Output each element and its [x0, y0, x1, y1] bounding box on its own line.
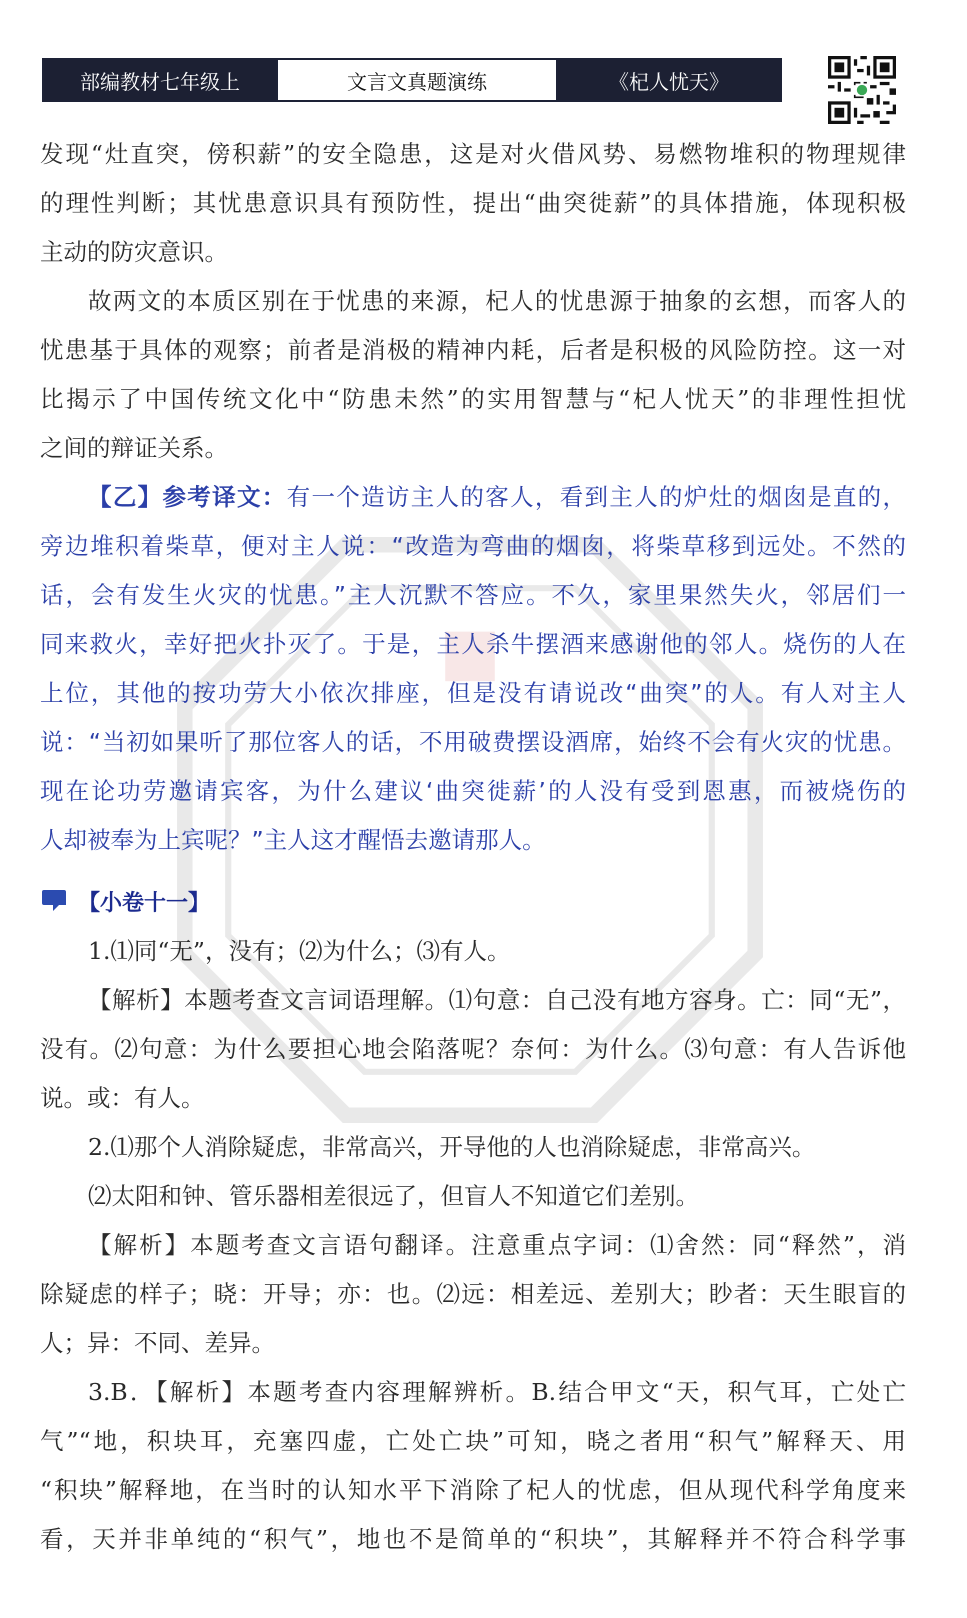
text-line: 忧患基于具体的观察；前者是消极的精神内耗，后者是积极的风险防控。这一对 [40, 336, 906, 364]
answer-line: 说。或：有人。 [40, 1084, 205, 1112]
answer-line: ⑵太阳和钟、管乐器相差很远了，但盲人不知道它们差别。 [88, 1182, 699, 1210]
section-heading [40, 875, 906, 927]
section-title: 【小卷十一】 [78, 890, 211, 916]
text-line: 同来救火，幸好把火扑灭了。于是，主人杀牛摆酒来感谢他的邻人。烧伤的人在 [40, 630, 906, 658]
text-line: 话，会有发生火灾的忧患。”主人沉默不答应。不久，家里果然失火，邻居们一 [40, 581, 906, 609]
answer-line: 看，天并非单纯的“积气”，地也不是简单的“积块”，其解释并不符合科学事 [40, 1525, 906, 1553]
text-line: 说：“当初如果听了那位客人的话，不用破费摆设酒席，始终不会有火灾的忧患。 [40, 728, 906, 756]
text-line: 故两文的本质区别在于忧患的来源，杞人的忧患源于抽象的玄想，而客人的 [88, 287, 906, 315]
answer-line: 【解析】本题考查文言词语理解。⑴句意：自己没有地方容身。亡：同“无”， [88, 986, 906, 1014]
answer-line: 气”“地，积块耳，充塞四虚，亡处亡块”可知，晓之者用“积气”解释天、用 [40, 1427, 906, 1455]
answer-line: 2.⑴那个人消除疑虑，非常高兴，开导他的人也消除疑虑，非常高兴。 [88, 1133, 816, 1161]
page-header [42, 58, 782, 102]
answer-line: 除疑虑的样子；晓：开导；亦：也。⑵远：相差远、差别大；眇者：天生眼盲的 [40, 1280, 906, 1308]
qr-code-icon [828, 56, 896, 124]
translation-first-line: 有一个造访主人的客人，看到主人的炉灶的烟囱是直的， [286, 483, 906, 511]
translation-paragraph [40, 473, 906, 865]
bookmark-flag-icon [40, 889, 72, 913]
text-line: 旁边堆积着柴草，便对主人说：“改造为弯曲的烟囱，将柴草移到远处。不然的 [40, 532, 906, 560]
translation-tag: 【乙】参考译文： [88, 483, 287, 511]
text-line [40, 473, 906, 522]
text-line: 的理性判断；其忧患意识具有预防性，提出“曲突徙薪”的具体措施，体现积极 [40, 189, 906, 217]
answer-line: 3.B．【解析】本题考查内容理解辨析。B.结合甲文“天，积气耳，亡处亡 [88, 1378, 906, 1406]
text-line: 之间的辩证关系。 [40, 434, 228, 462]
text-line: 发现“灶直突，傍积薪”的安全隐患，这是对火借风势、易燃物堆积的物理规律 [40, 140, 906, 168]
answer-line: 1.⑴同“无”，没有；⑵为什么；⑶有人。 [88, 937, 511, 965]
document-body [40, 130, 906, 1564]
header-grade: 部编教材七年级上 [44, 60, 276, 100]
text-line: 上位，其他的按功劳大小依次排座，但是没有请说改“曲突”的人。有人对主人 [40, 679, 906, 707]
answer-line: 【解析】本题考查文言语句翻译。注意重点字词：⑴舍然：同“释然”，消 [88, 1231, 906, 1259]
text-line: 主动的防灾意识。 [40, 238, 228, 266]
text-line: 现在论功劳邀请宾客，为什么建议‘曲突徙薪’的人没有受到恩惠，而被烧伤的 [40, 777, 906, 805]
text-line: 比揭示了中国传统文化中“防患未然”的实用智慧与“杞人忧天”的非理性担忧 [40, 385, 906, 413]
answer-line: “积块”解释地，在当时的认知水平下消除了杞人的忧虑，但从现代科学角度来 [40, 1476, 906, 1504]
header-topic: 文言文真题演练 [276, 60, 558, 100]
answers-list [40, 927, 906, 1564]
answer-line: 人；异：不同、差异。 [40, 1329, 275, 1357]
header-lesson: 《杞人忧天》 [558, 60, 780, 100]
text-line: 人却被奉为上宾呢？”主人这才醒悟去邀请那人。 [40, 826, 546, 854]
paragraph-analysis-2 [40, 277, 906, 473]
paragraph-analysis-1 [40, 130, 906, 277]
answer-line: 没有。⑵句意：为什么要担心地会陷落呢？奈何：为什么。⑶句意：有人告诉他 [40, 1035, 906, 1063]
